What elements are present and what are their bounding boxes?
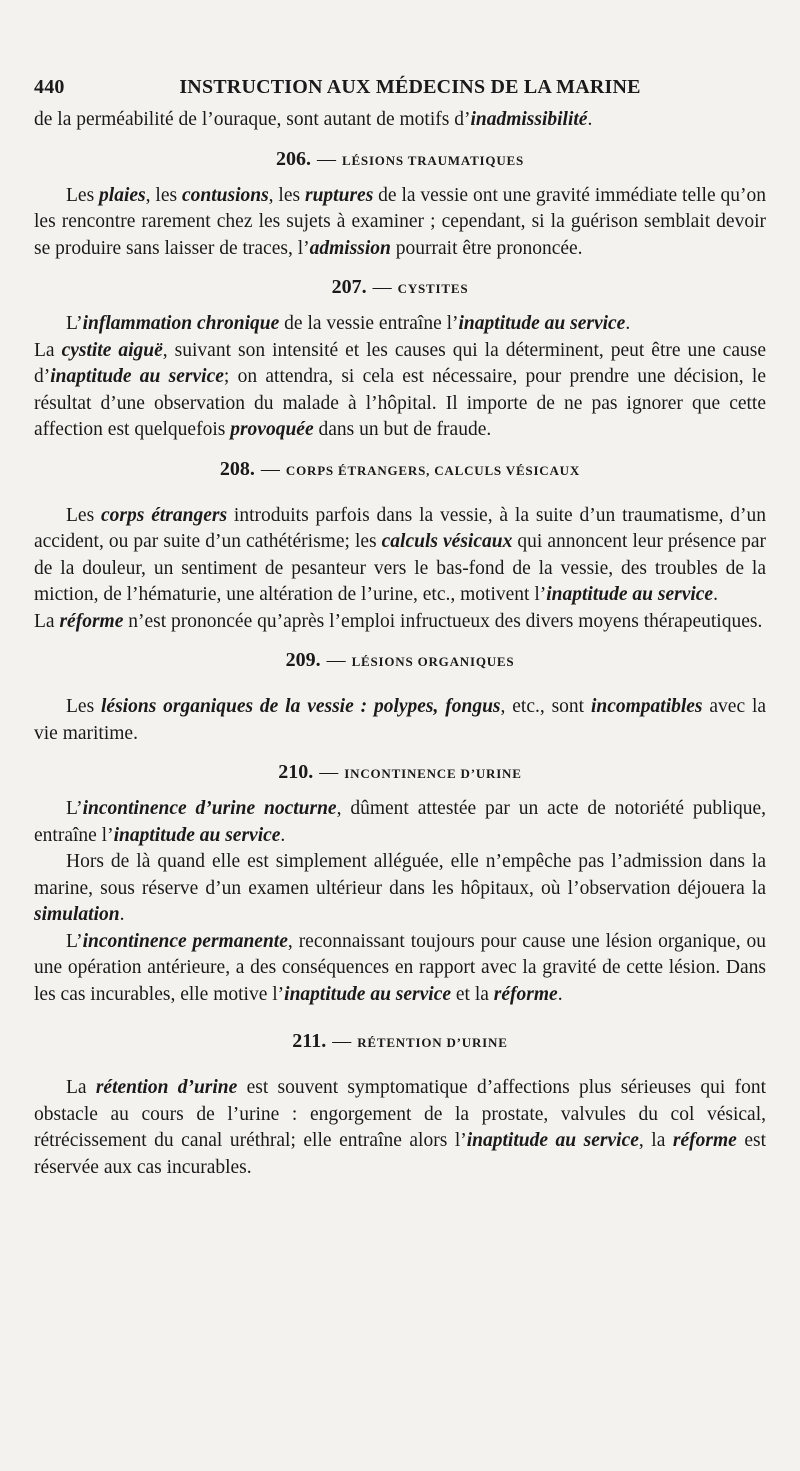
section-heading-206 [34,148,766,171]
italic-term: inaptitude au service [113,824,281,846]
italic-term: réforme [59,610,124,632]
paragraph-209-1 [34,694,766,747]
paragraph-208-1 [34,503,766,609]
italic-term: inflammation chronique [82,313,280,334]
section-heading-209 [34,649,766,672]
paragraph-210-1 [34,796,766,849]
text-run: et la [451,983,494,1005]
text-run: n’est prononcée qu’après l’emploi infructueux des divers moyens thérapeutiques. [123,610,763,632]
italic-term: réforme [672,1130,737,1151]
section-number: 206. [275,147,311,170]
paragraph-210-3 [34,929,766,1009]
text-run: . [625,313,631,334]
running-header [34,76,766,99]
intro-paragraph [34,107,766,134]
paragraph-211-1 [34,1075,766,1181]
text-run: L’ [66,313,83,334]
text-run: est souvent symptomatique d’affections plus sérieuses qui font obstacle au cours de l’urine : engorgement de la prostate, valvules du col vésical, rétrécissement du canal uréthral; elle entraîne alors l’ [34,1077,767,1151]
section-title: LÉSIONS ORGANIQUES [351,654,515,669]
italic-term: provoquée [230,419,314,440]
italic-term: inadmissibilité [470,109,588,130]
text-run: . [713,584,718,605]
section-heading-207 [34,276,766,299]
section-title: INCONTINENCE D’URINE [344,766,522,781]
text-run: , les [268,184,305,206]
italic-term: corps étrangers [101,504,228,526]
text-run: La [34,339,62,361]
italic-term: admission [309,237,391,259]
text-run: , les [145,184,182,206]
text-run: est réservée aux cas incurables. [34,1130,767,1178]
page-number: 440 [34,76,65,98]
section-title: LÉSIONS TRAUMATIQUES [341,152,525,168]
text-run: Les [66,696,102,717]
section-title: CYSTITES [397,281,469,296]
text-run: qui annoncent leur présence par de la douleur, un sentiment de pesanteur vers le bas-fond de la vessie, des troubles de la miction, de l’hématurie, une altération de l’urine, etc., motivent l’ [34,531,766,605]
running-title: INSTRUCTION AUX MÉDECINS DE LA MARINE [179,76,641,98]
italic-term: simulation [34,904,120,925]
italic-term: inaptitude au service [458,313,626,334]
section-heading-211 [34,1030,766,1053]
text-run: , la [638,1130,673,1151]
italic-term: plaies [99,184,146,206]
italic-term: calculs vésicaux [381,531,513,552]
text-run: Hors de là quand elle est simplement alléguée, elle n’empêche pas l’admission dans la marine, sous réserve d’un examen ultérieur dans les hôpitaux, où l’observation déjouera la [34,851,766,899]
section-number: 211. [292,1030,327,1052]
text-run: introduits parfois dans la vessie, à la suite d’un traumatisme, d’un accident, ou par suite d’un cathétérisme; les [34,504,767,552]
italic-term: inaptitude au service [50,366,224,387]
italic-term: inaptitude au service [546,584,714,605]
paragraph-206-1 [34,183,766,263]
text-run: de la perméabilité de l’ouraque, sont autant de motifs d’ [34,109,471,130]
italic-term: ruptures [305,184,374,206]
section-title: CORPS ÉTRANGERS, CALCULS VÉSICAUX [285,462,581,478]
italic-term: inaptitude au service [466,1130,639,1151]
text-run: de la vessie entraîne l’ [279,313,459,334]
text-run: . [119,904,125,925]
text-run: pourrait être prononcée. [390,237,583,259]
section-dash: — [332,1031,352,1052]
text-run: Les [66,184,100,206]
section-dash: — [316,148,336,170]
italic-term: réforme [493,983,558,1005]
paragraph-210-2 [34,849,766,929]
section-dash: — [319,762,339,783]
section-number: 209. [285,649,321,671]
text-run: , dûment attestée par un acte de notoriété publique, entraîne l’ [34,798,767,846]
text-run: . [280,824,286,846]
text-run: L’ [66,798,83,819]
text-run: . [557,983,563,1005]
italic-term: rétention d’urine [95,1077,238,1098]
paragraph-208-2 [34,609,766,636]
text-run: , suivant son intensité et les causes qui la déterminent, peut être une cause d’ [34,339,766,387]
italic-term: inaptitude au service [284,983,451,1005]
text-run: de la vessie ont une gravité immédiate telle qu’on les rencontre rarement chez les sujets à examiner ; cependant, si la guérison semblait devoir se produire sans laisser de traces, l’ [34,184,766,259]
text-run: avec la vie maritime. [34,696,767,744]
text-run: Les [66,504,102,526]
text-run: . [587,109,593,130]
section-heading-208 [34,458,766,481]
text-run: ; on attendra, si cela est nécessaire, pour prendre une décision, le résultat d’une observation du malade à l’hôpital. Il importe de ne pas ignorer que cette affection est quelquefois [34,366,766,440]
section-dash: — [260,458,280,480]
italic-term: incompatibles [590,696,703,717]
section-number: 207. [331,276,367,298]
text-run: , reconnaissant toujours pour cause une lésion organique, ou une opération antérieure, a des conséquences en rapport avec la gravité de cette lésion. Dans les cas incurables, elle motive l’ [34,930,766,1005]
section-title: RÉTENTION D’URINE [357,1035,508,1050]
text-run: L’ [66,930,83,952]
text-run: La [34,610,60,632]
section-dash: — [326,650,346,671]
text-run: dans un but de fraude. [313,419,492,440]
paragraph-207-2 [34,338,766,444]
italic-term: lésions organiques de la vessie : polypes, fongus [101,696,501,717]
italic-term: incontinence permanente [82,930,288,952]
section-number: 208. [219,457,255,480]
text-run: , etc., sont [500,696,591,717]
italic-term: incontinence d’urine nocturne [82,798,337,819]
section-dash: — [372,277,392,298]
section-number: 210. [278,761,314,783]
text-run: La [66,1077,96,1098]
paragraph-207-1 [34,311,766,338]
italic-term: contusions [181,184,269,206]
section-heading-210 [34,761,766,784]
italic-term: cystite aiguë [61,339,163,361]
